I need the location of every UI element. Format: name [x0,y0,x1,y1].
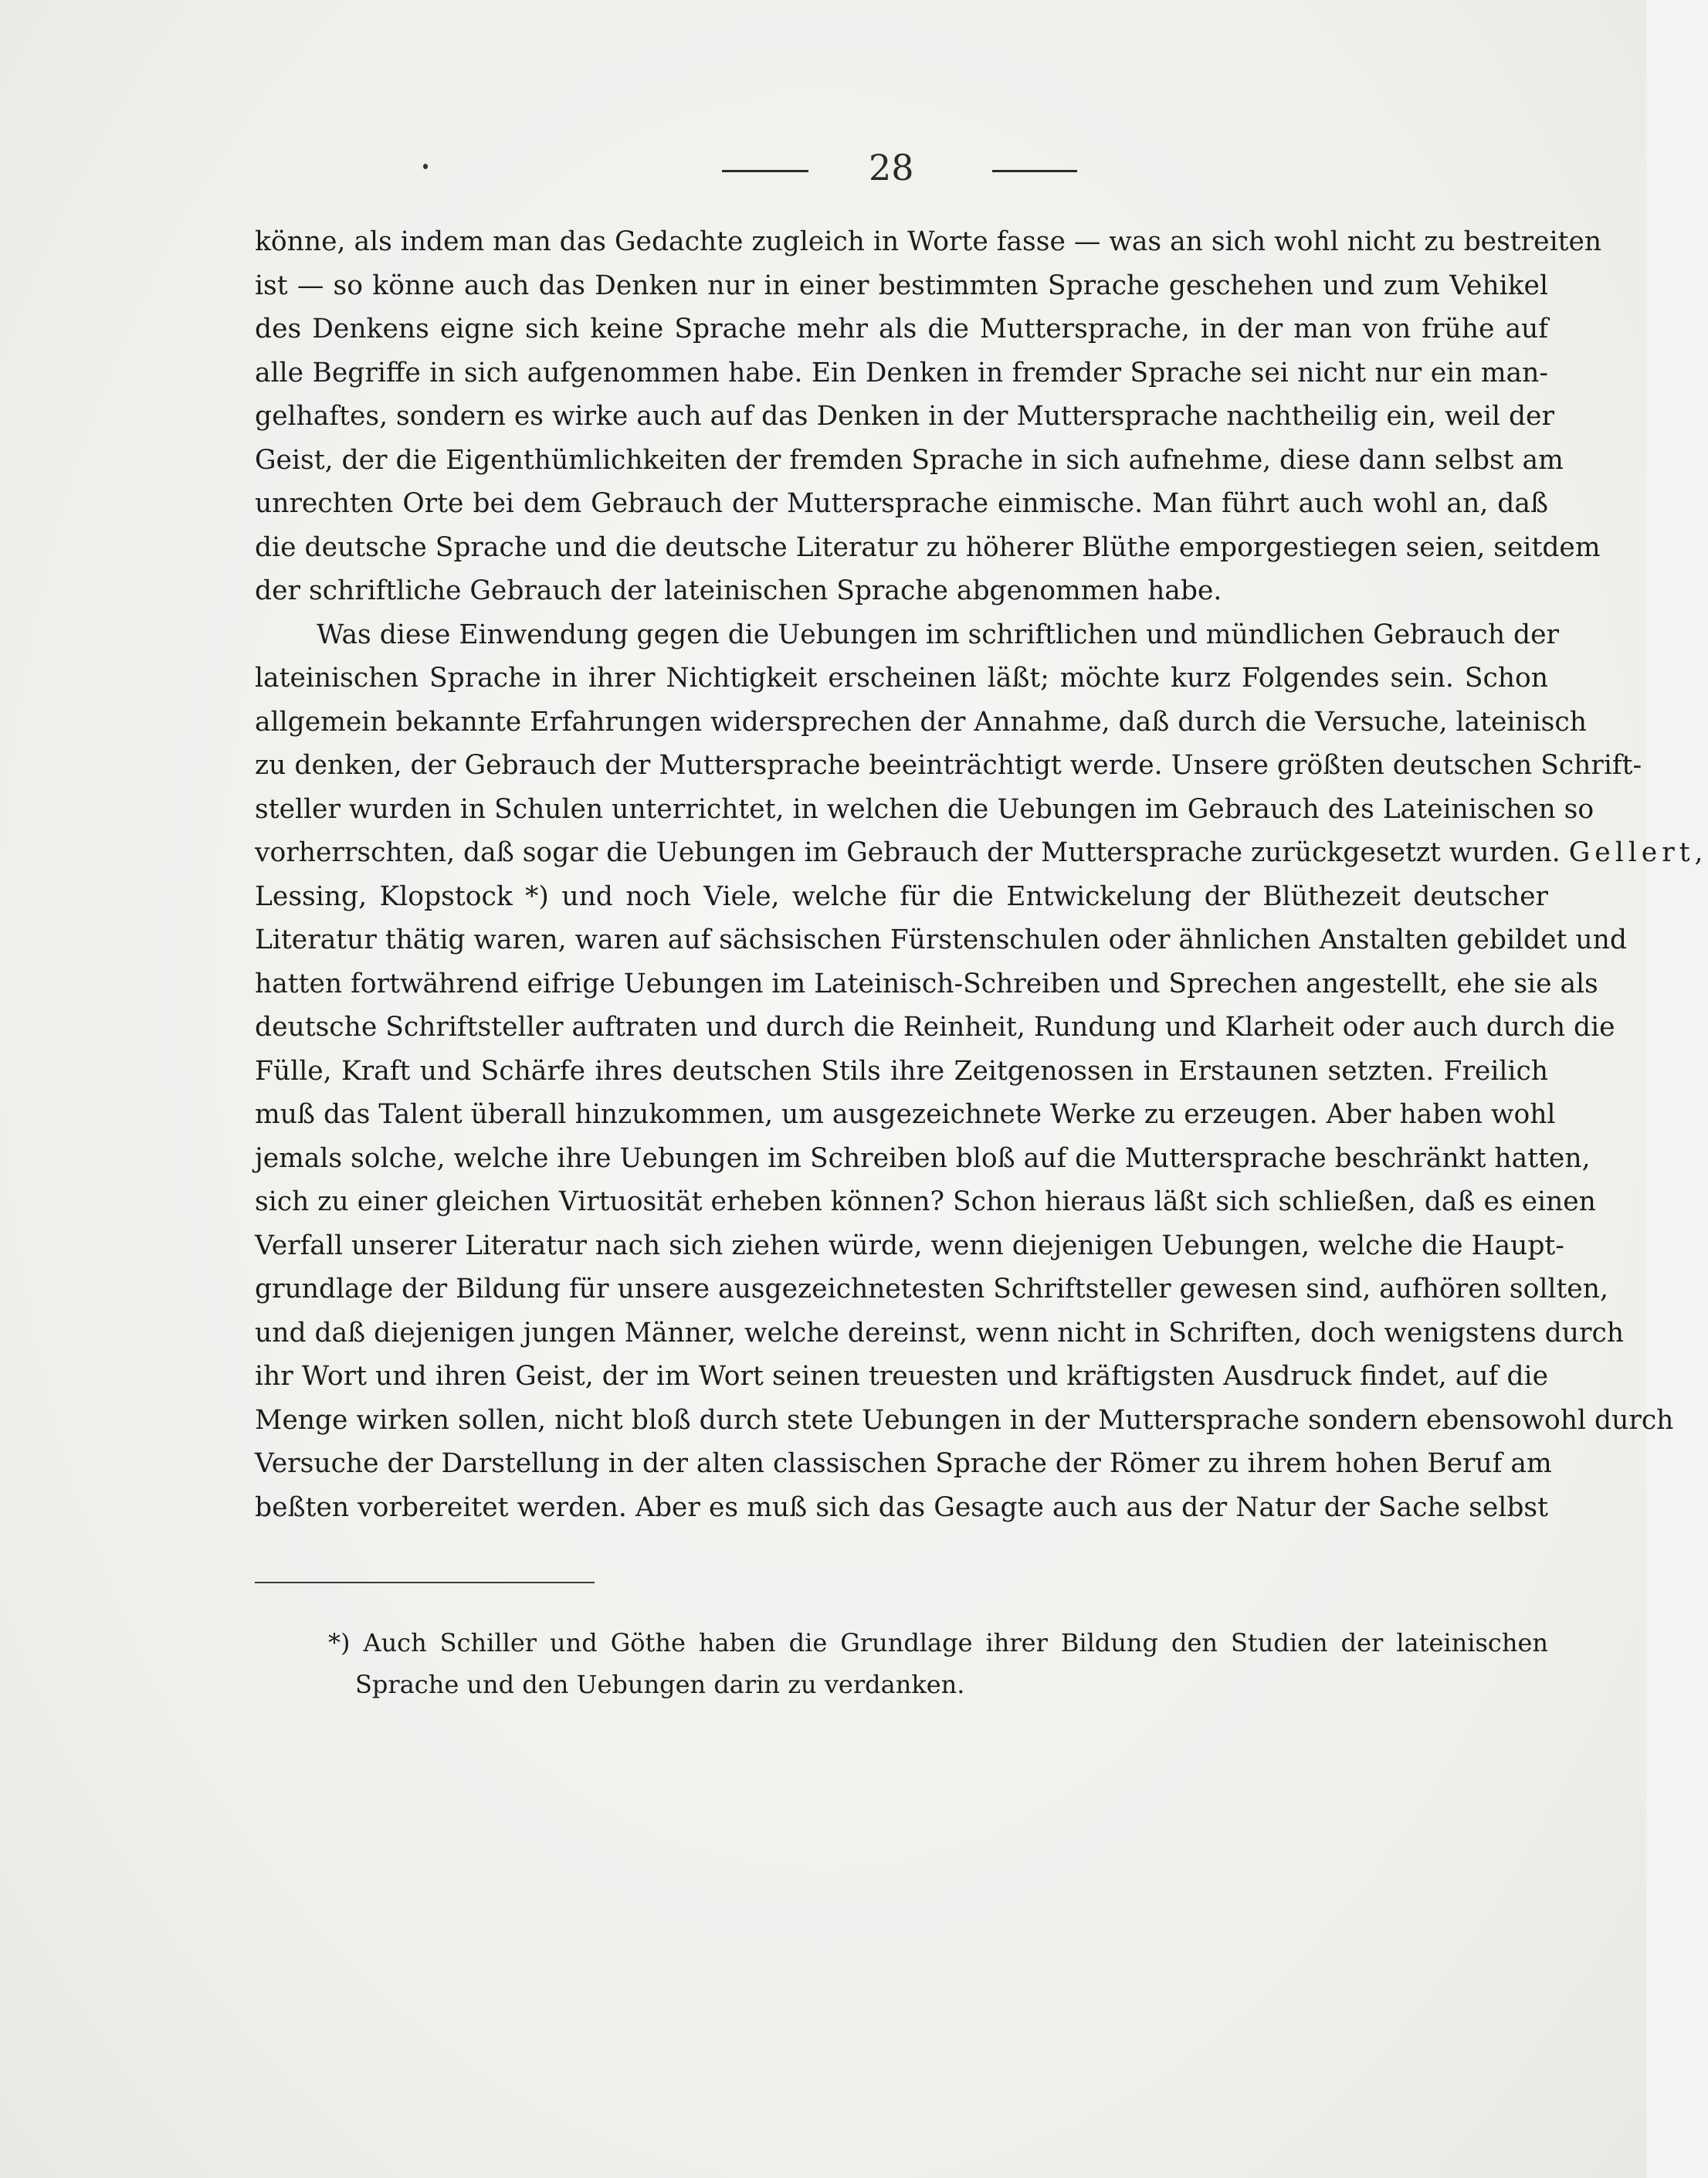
footnote-line: Sprache und den Uebungen darin zu verdanken. [355,1670,965,1699]
text-segment: vorherrschten, daß sogar die Uebungen im Gebrauch der Muttersprache zurückgesetzt wurden. [255,837,1561,868]
text-line: und daß diejenigen jungen Männer, welche dereinst, wenn nicht in Schriften, doch wenigstens durch [255,1317,1624,1349]
page-number: 28 [869,147,914,188]
text-line: beßten vorbereitet werden. Aber es muß sich das Gesagte auch aus der Natur der Sache selbst [255,1491,1548,1523]
text-line: Verfall unserer Literatur nach sich ziehen würde, wenn diejenigen Uebungen, welche die Haupt- [255,1230,1564,1261]
text-line: unrechten Orte bei dem Gebrauch der Muttersprache einmische. Man führt auch wohl an, daß [255,488,1548,519]
body-text [255,220,1708,1529]
text-line: steller wurden in Schulen unterrichtet, in welchen die Uebungen im Gebrauch des Lateinischen so [255,793,1594,825]
text-line: zu denken, der Gebrauch der Muttersprache beeinträchtigt werde. Unsere größten deutschen Schrift- [255,750,1642,781]
text-line: Menge wirken sollen, nicht bloß durch stete Uebungen in der Muttersprache sondern ebensowohl durch [255,1404,1674,1436]
page-header [0,147,1646,193]
text-line: ihr Wort und ihren Geist, der im Wort seinen treuesten und kräftigsten Ausdruck findet, auf die [255,1361,1548,1392]
footnote [328,1622,1548,1705]
text-line: der schriftliche Gebrauch der lateinischen Sprache abgenommen habe. [255,575,1222,606]
text-line: die deutsche Sprache und die deutsche Literatur zu höherer Blüthe emporgestiegen seien, seitdem [255,531,1601,563]
text-line: muß das Talent überall hinzukommen, um ausgezeichnete Werke zu erzeugen. Aber haben wohl [255,1099,1556,1130]
text-line: lateinischen Sprache in ihrer Nichtigkeit erscheinen läßt; möchte kurz Folgendes sein. Schon [255,663,1548,694]
text-line: jemals solche, welche ihre Uebungen im Schreiben bloß auf die Muttersprache beschränkt hatten, [255,1142,1591,1174]
text-line: sich zu einer gleichen Virtuosität erheben können? Schon hieraus läßt sich schließen, daß es einen [255,1186,1596,1217]
text-line: Geist, der die Eigenthümlichkeiten der fremden Sprache in sich aufnehme, diese dann selbst am [255,444,1564,476]
footnote-divider [255,1582,595,1583]
text-line: ist — so könne auch das Denken nur in einer bestimmten Sprache geschehen und zum Vehikel [255,270,1548,301]
text-line: alle Begriffe in sich aufgenommen habe. Ein Denken in fremder Sprache sei nicht nur ein man- [255,357,1548,388]
header-rule-right [992,170,1077,172]
text-line: könne, als indem man das Gedachte zugleich in Worte fasse — was an sich wohl nicht zu bestreiten [255,226,1602,257]
text-line: hatten fortwährend eifrige Uebungen im Lateinisch-Schreiben und Sprechen angestellt, ehe sie als [255,968,1598,999]
name-gellert: Gellert, [1568,837,1708,868]
header-rule-left [722,170,808,172]
text-line: Lessing, Klopstock *) und noch Viele, welche für die Entwickelung der Blüthezeit deutscher [255,880,1548,912]
text-line: Versuche der Darstellung in der alten classischen Sprache der Römer zu ihrem hohen Beruf am [255,1448,1552,1479]
text-line: grundlage der Bildung für unsere ausgezeichnetesten Schriftsteller gewesen sind, aufhören sollten, [255,1274,1608,1304]
text-line: gelhaftes, sondern es wirke auch auf das Denken in der Muttersprache nachtheilig ein, weil der [255,401,1554,432]
text-line [255,831,1708,875]
text-line: Was diese Einwendung gegen die Uebungen im schriftlichen und mündlichen Gebrauch der [317,619,1560,650]
text-line: deutsche Schriftsteller auftraten und durch die Reinheit, Rundung und Klarheit oder auch durch die [255,1012,1615,1043]
text-line: Fülle, Kraft und Schärfe ihres deutschen Stils ihre Zeitgenossen in Erstaunen setzten. Freilich [255,1055,1548,1087]
text-line: Literatur thätig waren, waren auf sächsischen Fürstenschulen oder ähnlichen Anstalten gebildet und [255,924,1627,955]
footnote-line: *) Auch Schiller und Göthe haben die Grundlage ihrer Bildung den Studien der lateinischen [328,1628,1548,1657]
text-line: allgemein bekannte Erfahrungen widersprechen der Annahme, daß durch die Versuche, lateinisch [255,706,1587,738]
ink-speck [423,164,428,169]
text-line: des Denkens eigne sich keine Sprache mehr als die Muttersprache, in der man von frühe auf [255,314,1548,344]
